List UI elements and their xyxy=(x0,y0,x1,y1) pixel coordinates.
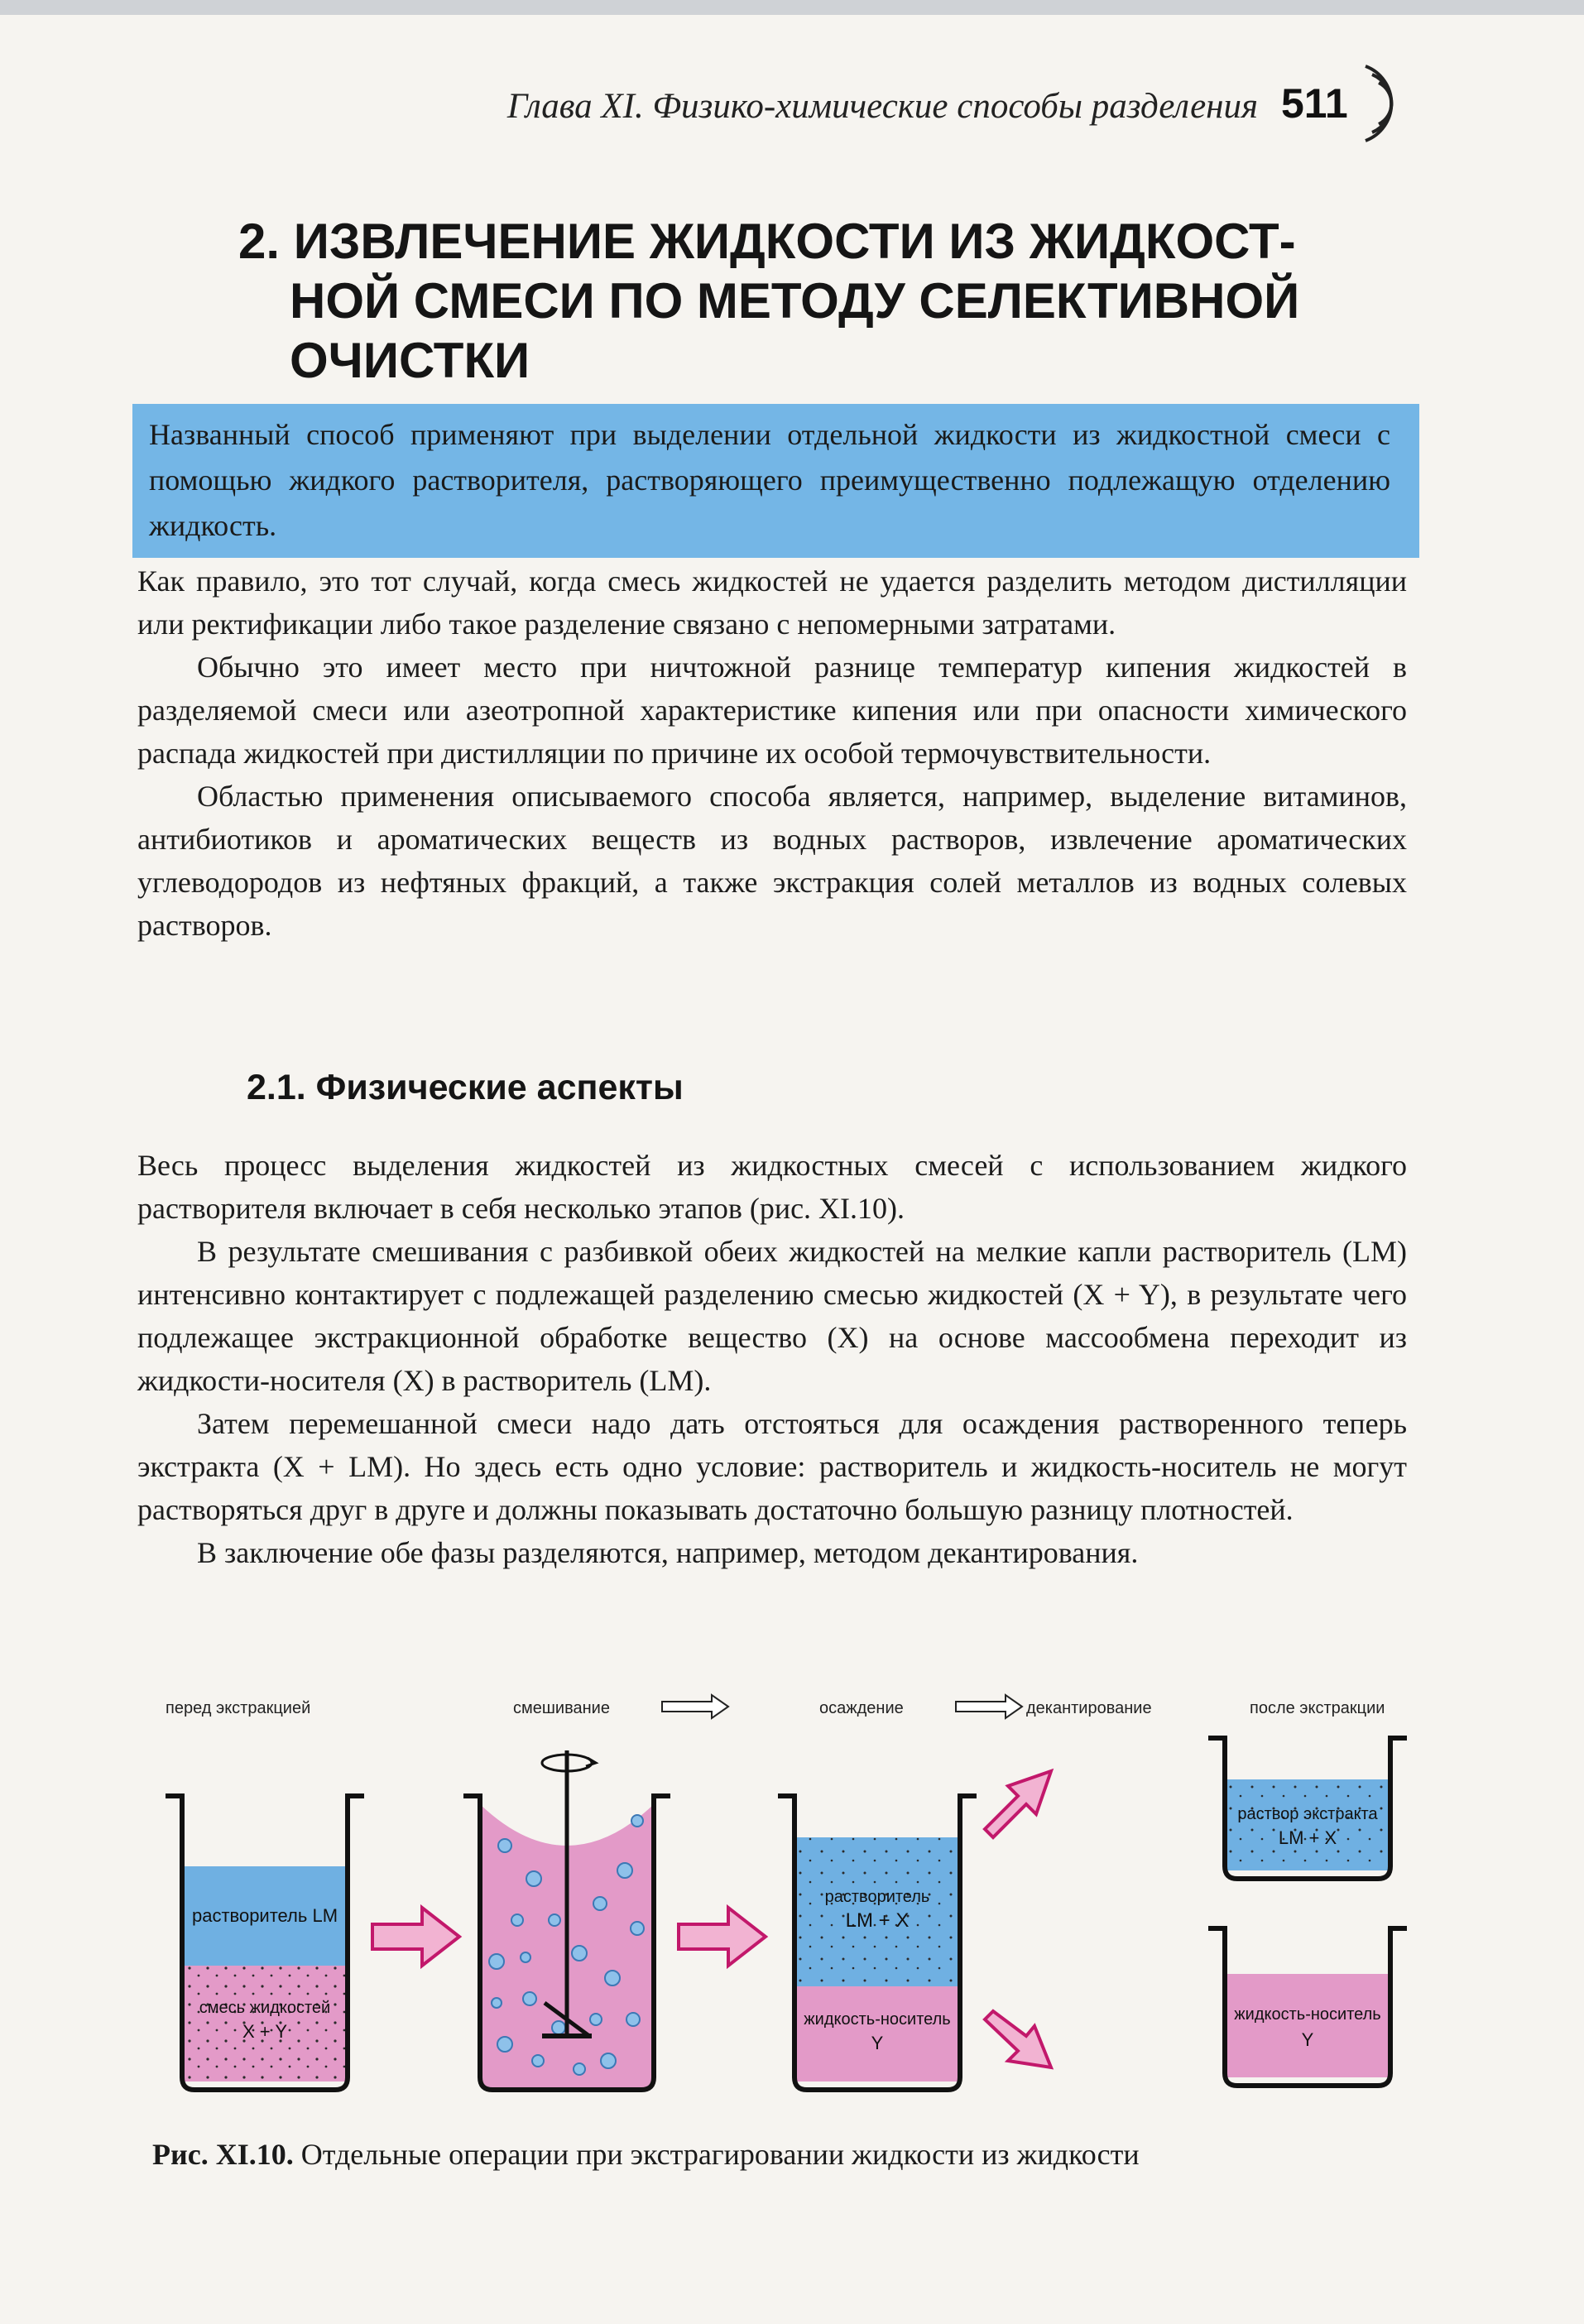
stage-label-decanting: декантирование xyxy=(1026,1699,1152,1717)
stage-label-settling: осаждение xyxy=(819,1699,904,1717)
paragraph: Областью применения описываемого способа является, например, выделение витаминов, антибиотиков и ароматических веществ из водных растворов, извлечение ароматических углеводородов из нефтяных фракций, а также экстракция солей металлов из водных солевых растворов. xyxy=(137,780,1407,942)
beaker4-label-2: LM + X xyxy=(1278,1827,1337,1848)
beaker5-label-1: жидкость-носитель xyxy=(1234,2005,1381,2024)
paragraph: В результате смешивания с разбивкой обеих жидкостей на мелкие капли растворитель (LM) интенсивно контактирует с подлежащей разделению смесью жидкостей (X + Y), в результате чего подлежащее экстракционной обработке вещество (X) на основе массообмена переходит из жидкости-носителя (X) в растворитель (LM). xyxy=(137,1235,1407,1397)
paragraph: В заключение обе фазы разделяются, например, методом декантирования. xyxy=(197,1536,1139,1569)
top-edge-band xyxy=(0,0,1584,15)
process-arrow-icon xyxy=(985,1771,1051,1837)
stage-label-before: перед экстракцией xyxy=(166,1699,311,1717)
process-arrow-icon xyxy=(985,2011,1051,2067)
beaker3-top-label-1: растворитель xyxy=(824,1888,930,1906)
header-arrow-icon xyxy=(956,1695,1022,1718)
process-arrow-icon xyxy=(372,1908,459,1966)
paragraph: Обычно это имеет место при ничтожной разнице температур кипения жидкостей в разделяемой смеси или азеотропной характеристике кипения или при опасности химического распада жидкостей при дистилляции по причине их особой термочувствительности. xyxy=(137,651,1407,770)
beaker-before-extraction xyxy=(166,1796,364,2090)
extraction-figure xyxy=(149,1672,1440,2119)
beaker3-top-label-2: LM + X xyxy=(845,1909,910,1932)
beaker5-label-2: Y xyxy=(1301,2029,1314,2050)
figure-caption-text: Отдельные операции при экстрагировании жидкости из жидкости xyxy=(300,2138,1140,2171)
stage-label-after: после экстракции xyxy=(1250,1699,1385,1717)
paragraph: Как правило, это тот случай, когда смесь жидкостей не удается разделить методом дистилляции или ректификации либо такое разделение связано с непомерными затратами. xyxy=(137,564,1407,641)
body-text-section-2 xyxy=(137,1144,1407,1574)
process-arrow-icon xyxy=(679,1908,766,1966)
body-text-section-1 xyxy=(137,559,1407,947)
running-header: Глава XI. Физико-химические способы разделения xyxy=(506,87,1258,126)
beaker1-top-label: растворитель LM xyxy=(191,1905,338,1926)
summary-text: Названный способ применяют при выделении отдельной жидкости из жидкостной смеси с помощью жидкого растворителя, растворяющего преимущественно подлежащую отделению жидкость. xyxy=(149,418,1390,542)
beaker1-bottom-label-2: X + Y xyxy=(242,2021,288,2042)
page-number: 511 xyxy=(1281,80,1348,127)
beaker1-bottom-label-1: смесь жидкостей xyxy=(199,1999,331,2017)
stage-label-mixing: смешивание xyxy=(513,1699,610,1717)
paragraph: Весь процесс выделения жидкостей из жидкостных смесей с использованием жидкого растворителя включает в себя несколько этапов (рис. XI.10). xyxy=(137,1149,1407,1225)
figure-caption-label: Рис. XI.10. xyxy=(152,2138,294,2171)
paragraph: Затем перемешанной смеси надо дать отстояться для осаждения растворенного теперь экстракта (X + LM). Но здесь есть одно условие: растворитель и жидкость-носитель не могут растворяться друг в друге и должны показывать достаточно большую разницу плотностей. xyxy=(137,1407,1407,1526)
beaker3-bottom-label-2: Y xyxy=(871,2033,884,2053)
section-title: 2. ИЗВЛЕЧЕНИЕ ЖИДКОСТИ ИЗ ЖИДКОСТ-НОЙ СМЕСИ ПО МЕТОДУ СЕЛЕКТИВНОЙ ОЧИСТКИ xyxy=(238,214,1300,388)
beaker-extract-solution xyxy=(1208,1738,1407,1879)
figure-caption xyxy=(152,2137,1140,2172)
beaker3-bottom-label-1: жидкость-носитель xyxy=(804,2010,951,2029)
beaker-settling xyxy=(778,1796,977,2090)
header-arrow-icon xyxy=(662,1695,728,1718)
beaker4-label-1: раствор экстракта xyxy=(1237,1805,1378,1823)
beaker-mixing xyxy=(463,1750,670,2090)
beaker-carrier-liquid xyxy=(1208,1928,1407,2086)
subsection-title: 2.1. Физические аспекты xyxy=(247,1068,684,1107)
